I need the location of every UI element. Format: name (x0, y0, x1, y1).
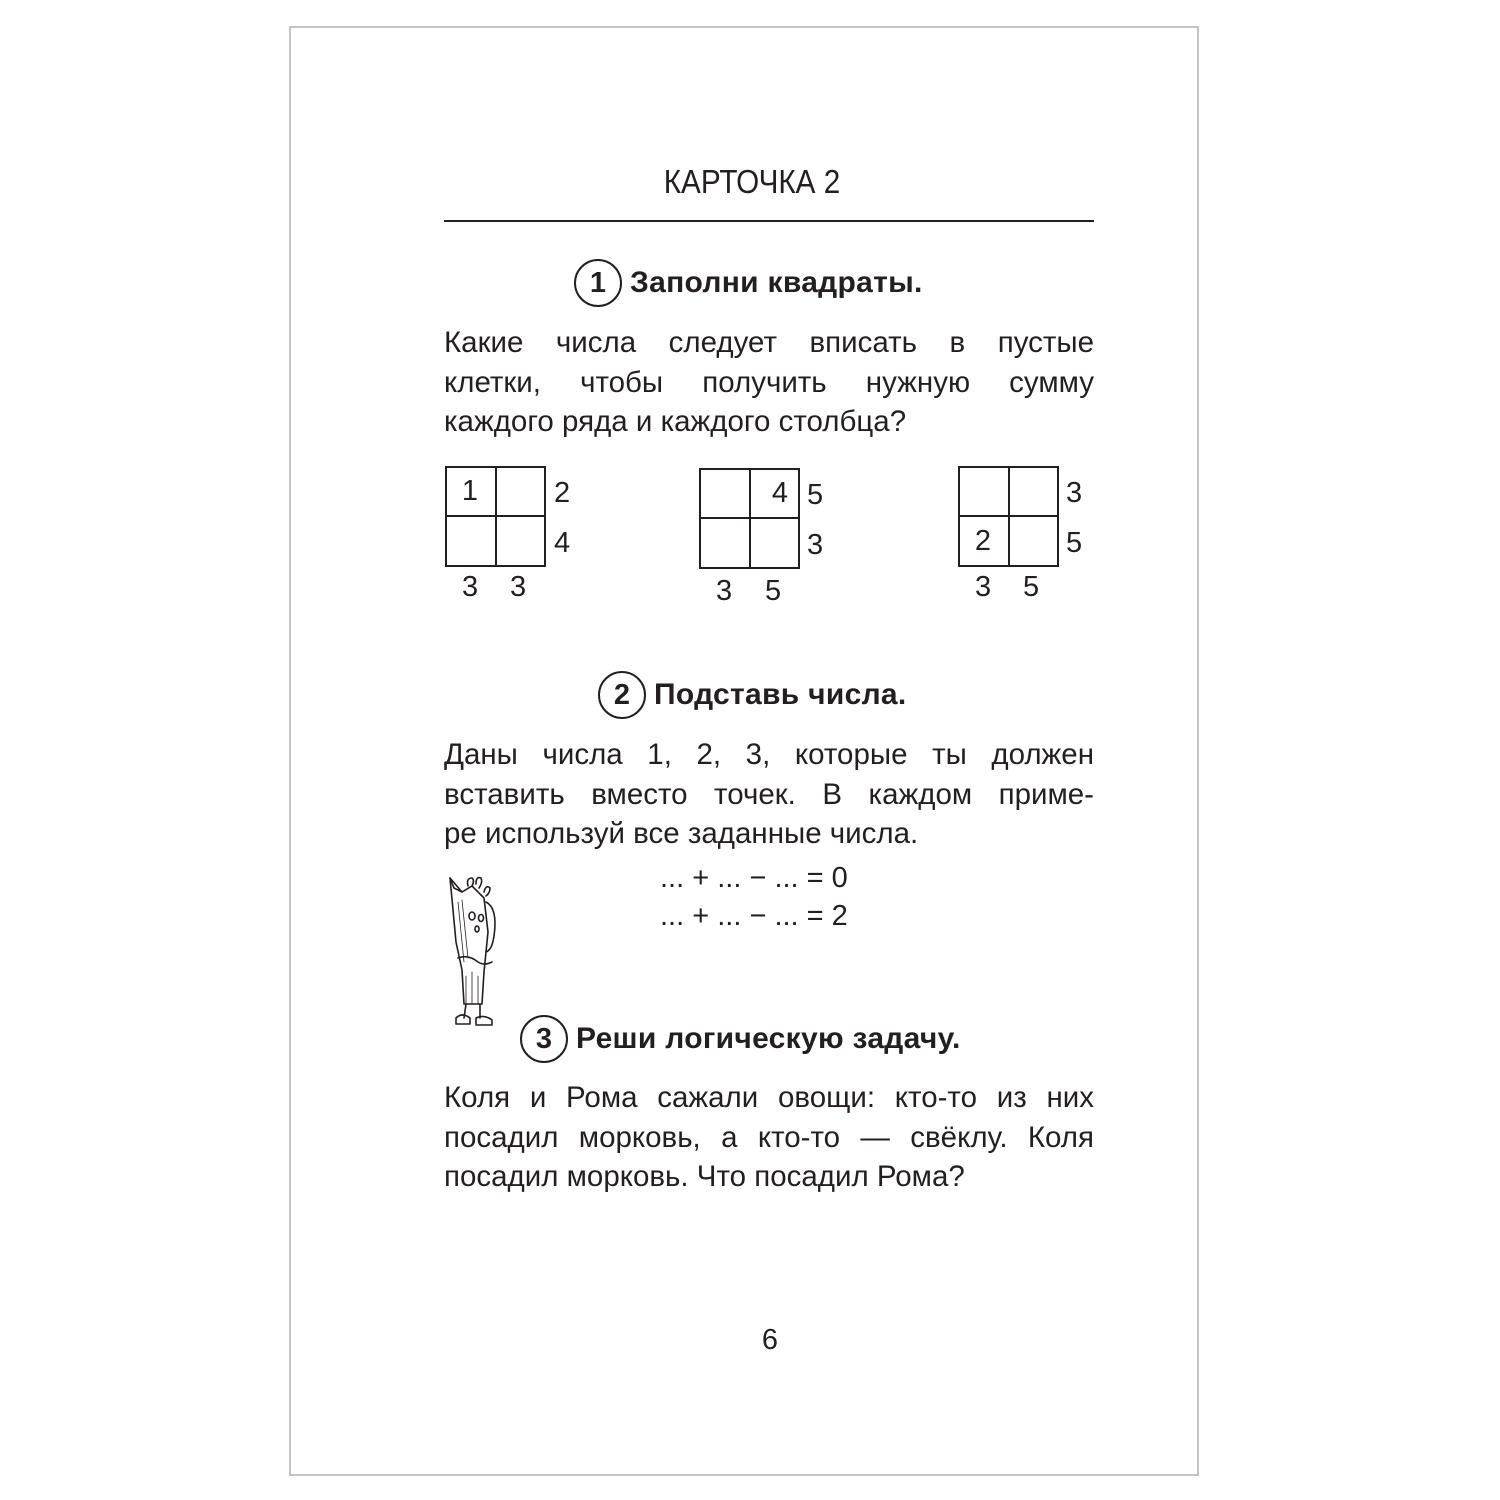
magic-square-1 (445, 466, 545, 566)
grid-cell (1008, 466, 1058, 516)
task-title: Заполни квадраты. (630, 266, 923, 299)
row-sum: 3 (807, 529, 824, 561)
row-sum: 2 (554, 477, 571, 509)
grid-cell: 2 (974, 524, 992, 557)
title-divider (444, 220, 1094, 222)
grid-cell (749, 518, 799, 568)
col-sum: 3 (975, 571, 992, 603)
grid-cell (1008, 516, 1058, 566)
text-line: Коля и Рома сажали овощи: кто-то из них (444, 1081, 1094, 1114)
task-2-text (444, 735, 1094, 854)
equation: ... + ... − ... = 0 (660, 862, 848, 894)
col-sum: 3 (510, 571, 527, 603)
task-2-heading (598, 671, 907, 719)
grid-cell (958, 466, 1008, 516)
text-line: вставить вместо точек. В каждом приме- (444, 777, 1094, 811)
task-title: Реши логическую задачу. (576, 1022, 961, 1055)
magic-square-3 (958, 466, 1058, 566)
task-title: Подставь числа. (654, 678, 907, 711)
task-3-text (444, 1078, 1094, 1197)
grid-cell (699, 518, 749, 568)
col-sum: 3 (716, 575, 733, 607)
text-line: клетки, чтобы получить нужную сумму (444, 365, 1094, 399)
row-sum: 5 (1066, 527, 1083, 559)
task-number-badge: 1 (574, 259, 622, 307)
grid-cell (699, 468, 749, 518)
col-sum: 5 (765, 575, 782, 607)
text-line: посадил морковь, а кто-то — свёклу. Коля (444, 1120, 1094, 1154)
col-sum: 3 (462, 571, 479, 603)
row-sum: 3 (1066, 477, 1083, 509)
grid-cell (445, 516, 495, 566)
grid-cell: 4 (771, 476, 789, 509)
task-number-badge: 3 (520, 1015, 568, 1063)
task-number-badge: 2 (598, 671, 646, 719)
text-line: посадил морковь. Что посадил Рома? (444, 1160, 965, 1193)
col-sum: 5 (1023, 571, 1040, 603)
row-sum: 4 (554, 527, 571, 559)
page-number: 6 (761, 1324, 779, 1356)
task-3-heading (520, 1015, 961, 1063)
magic-square-2 (699, 468, 799, 568)
task-1-heading (574, 259, 923, 307)
text-line: каждого ряда и каждого столбца? (444, 405, 907, 438)
equation: ... + ... − ... = 2 (660, 900, 848, 932)
grid-cell (495, 516, 545, 566)
row-sum: 5 (807, 479, 824, 511)
pencil-character-icon (444, 872, 508, 1032)
grid-cell (495, 466, 545, 516)
task-1-text (444, 323, 1094, 442)
text-line: Даны числа 1, 2, 3, которые ты должен (444, 738, 1094, 771)
text-line: ре используй все заданные числа. (444, 817, 919, 850)
grid-cell: 1 (461, 474, 479, 507)
text-line: Какие числа следует вписать в пустые (444, 326, 1094, 359)
card-title: КАРТОЧКА 2 (663, 163, 841, 200)
